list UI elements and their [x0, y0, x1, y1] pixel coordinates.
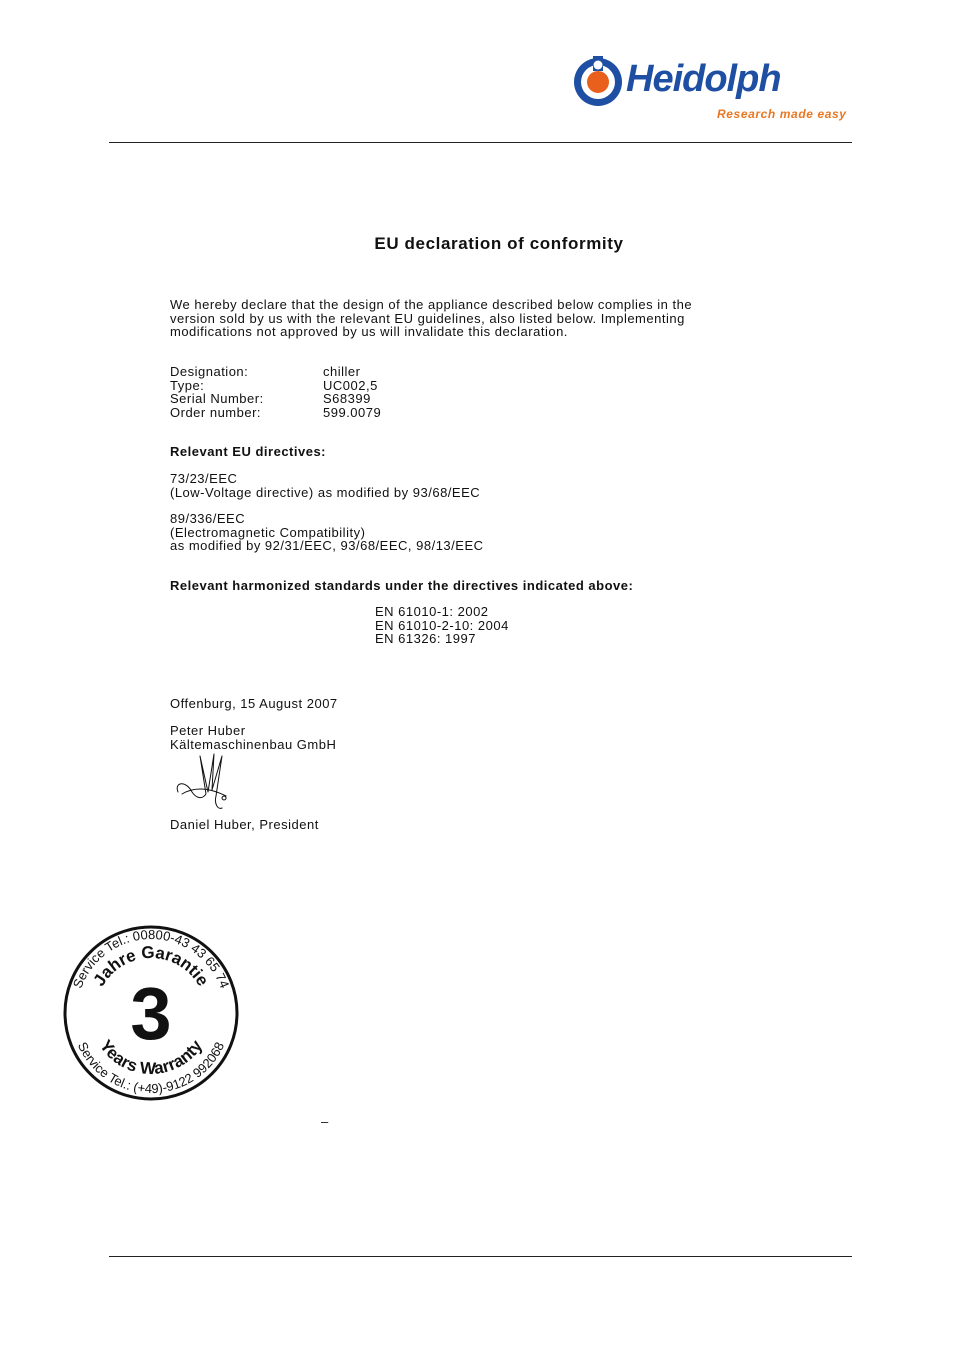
standards-heading: Relevant harmonized standards under the directives indicated above:	[170, 578, 634, 593]
order-number-label: Order number:	[170, 404, 262, 420]
heidolph-logo	[572, 54, 854, 124]
standard-item: EN 61326: 1997	[375, 631, 476, 646]
directive-1-description: (Low-Voltage directive) as modified by 93/68/EEC	[170, 484, 481, 500]
company-line-2: Kältemaschinenbau GmbH	[170, 736, 337, 752]
warranty-stamp	[62, 924, 240, 1102]
brand-name: Heidolph	[626, 58, 781, 100]
directive-2-modification: as modified by 92/31/EEC, 93/68/EEC, 98/13/EEC	[170, 538, 484, 553]
stray-dash: –	[321, 1114, 329, 1129]
stamp-inner-bottom: Years Warranty	[95, 1036, 207, 1079]
standard-item: EN 61010-2-10: 2004	[375, 617, 509, 633]
stamp-number: 3	[130, 972, 172, 1055]
intro-line-2: version sold by us with the relevant EU guidelines, also listed below. Implementing	[170, 310, 685, 326]
order-number-value: 599.0079	[323, 404, 382, 420]
type-value: UC002,5	[323, 377, 378, 393]
header-rule	[109, 142, 852, 143]
serial-number-value: S68399	[323, 391, 371, 406]
place-date: Offenburg, 15 August 2007	[170, 696, 338, 711]
intro-line-1: We hereby declare that the design of the appliance described below complies in the	[170, 297, 693, 312]
designation-label: Designation:	[170, 364, 249, 379]
type-label: Type:	[170, 377, 205, 393]
designation-value: chiller	[323, 364, 361, 379]
serial-number-label: Serial Number:	[170, 391, 264, 406]
stamp-top-text: Service Tel.: 00800-43 43 65 74	[69, 926, 233, 991]
company-line-1: Peter Huber	[170, 723, 246, 738]
directive-1-code: 73/23/EEC	[170, 471, 238, 486]
directive-2-code: 89/336/EEC	[170, 511, 246, 526]
stamp-bottom-text: Service Tel.: (+49)-9122 992068	[74, 1039, 228, 1097]
brand-tagline: Research made easy	[717, 107, 847, 121]
document-title: EU declaration of conformity	[374, 234, 624, 253]
signature-image	[172, 752, 234, 814]
directives-heading: Relevant EU directives:	[170, 444, 327, 459]
standard-item: EN 61010-1: 2002	[375, 604, 489, 619]
logo-mark-icon	[572, 56, 624, 108]
directive-2-description: (Electromagnetic Compatibility)	[170, 524, 366, 540]
signatory: Daniel Huber, President	[170, 817, 319, 832]
intro-line-3: modifications not approved by us will invalidate this declaration.	[170, 324, 568, 339]
footer-rule	[109, 1256, 852, 1257]
stamp-inner-top: Jahre Garantie	[89, 942, 213, 990]
